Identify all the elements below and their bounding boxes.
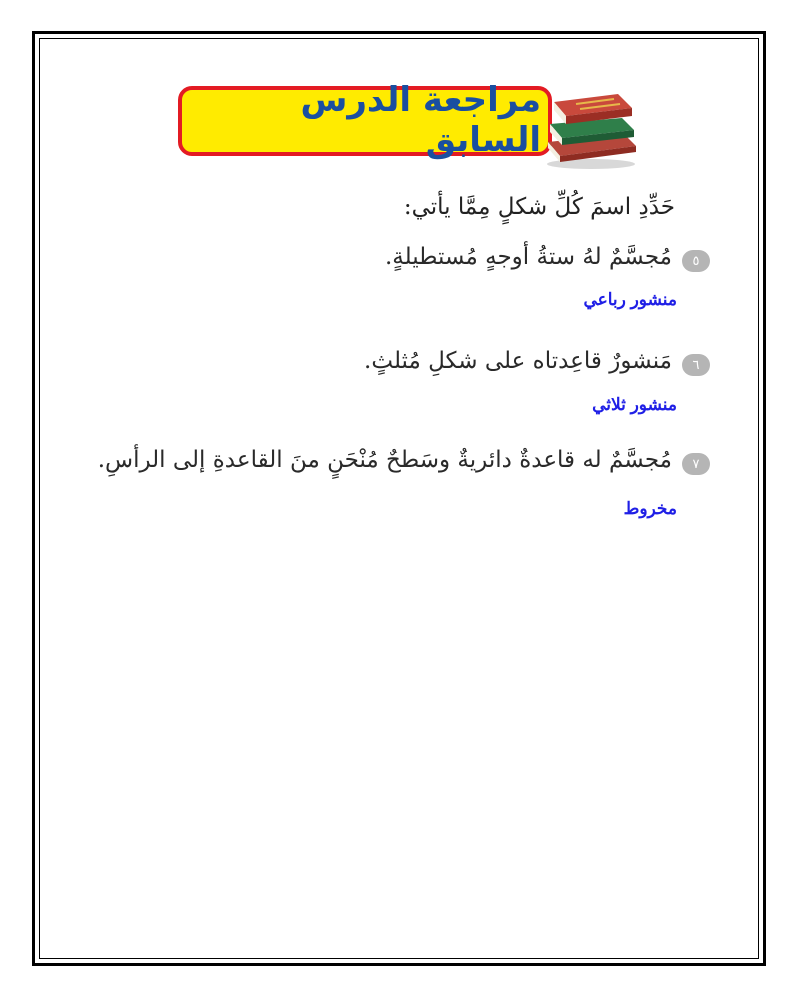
books-stack-icon	[536, 80, 646, 170]
section-title: مراجعة الدرس السابق	[300, 80, 541, 160]
question-text: مُجسَّمٌ لهُ ستةُ أوجهٍ مُستطيلةٍ.	[384, 244, 672, 270]
instruction-text: حَدِّدِ اسمَ كُلِّ شكلٍ مِمَّا يأتي:	[403, 194, 675, 220]
question-text: مُجسَّمٌ له قاعدةٌ دائريةٌ وسَطحٌ مُنْحَنٍ منَ القاعدةِ إلى الرأسِ.	[97, 447, 672, 473]
question-number-badge: ٧	[682, 453, 710, 475]
answer-text: منشور رباعي	[583, 290, 677, 309]
question-number-badge: ٥	[682, 250, 710, 272]
question-number-badge: ٦	[682, 354, 710, 376]
answer-text: منشور ثلاثي	[592, 395, 677, 414]
answer-text: مخروط	[623, 499, 677, 518]
question-text: مَنشورٌ قاعِدتاه على شكلِ مُثلثٍ.	[364, 348, 672, 374]
